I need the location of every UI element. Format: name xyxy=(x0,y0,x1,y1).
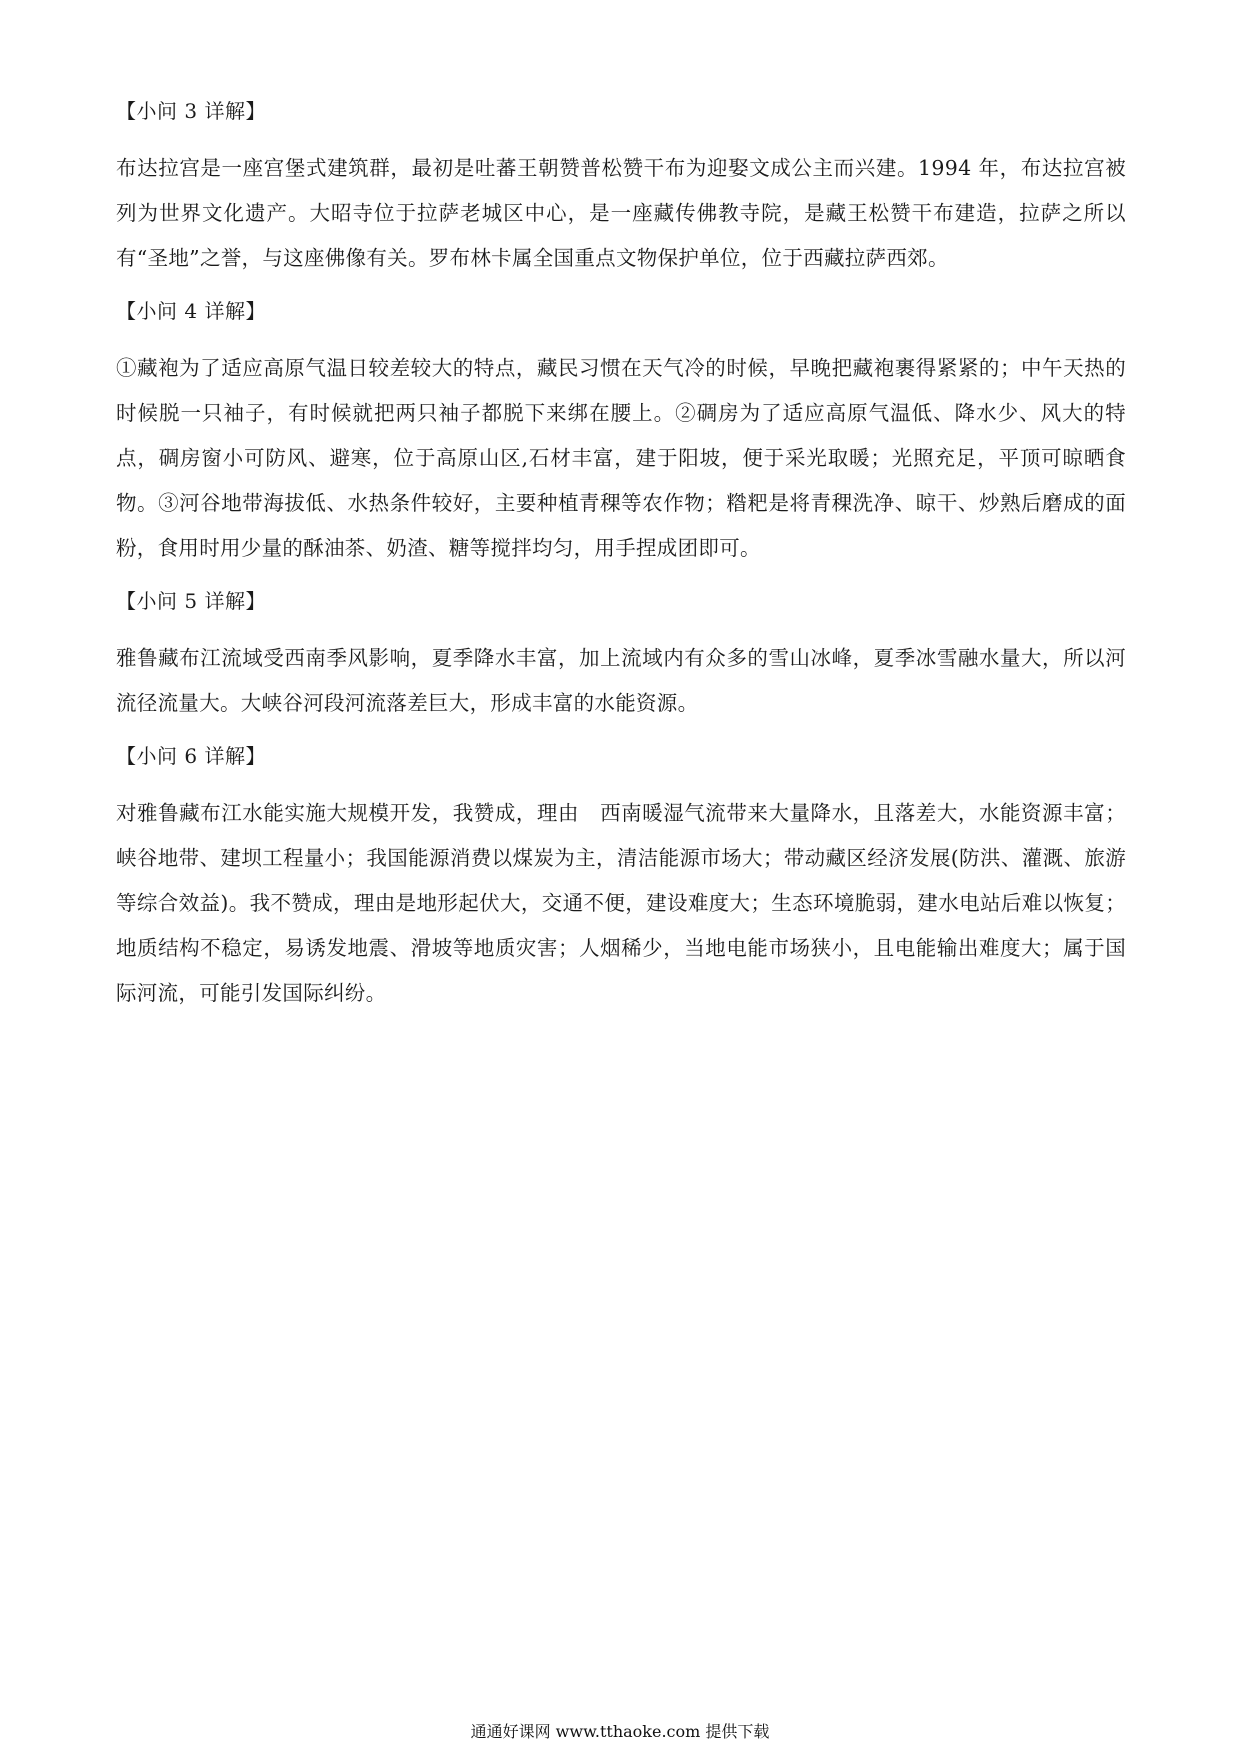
section-q4 xyxy=(116,298,1126,571)
section-heading: 【小问 4 详解】 xyxy=(116,299,266,323)
section-heading: 【小问 3 详解】 xyxy=(116,99,266,123)
answer-content xyxy=(116,98,1126,1033)
section-heading: 【小问 5 详解】 xyxy=(116,589,266,613)
section-paragraph: 对雅鲁藏布江水能实施大规模开发，我赞成，理由 西南暖湿气流带来大量降水，且落差大，水能资源丰富；峡谷地带、建坝工程量小；我国能源消费以煤炭为主，清洁能源市场大；带动藏区经济发展(防洪、灌溉、旅游等综合效益)。我不赞成，理由是地形起伏大，交通不便，建设难度大；生态环境脆弱，建水电站后难以恢复；地质结构不稳定，易诱发地震、滑坡等地质灾害；人烟稀少，当地电能市场狭小，且电能输出难度大；属于国际河流，可能引发国际纠纷。 xyxy=(116,801,1126,1005)
section-paragraph: 雅鲁藏布江流域受西南季风影响，夏季降水丰富，加上流域内有众多的雪山冰峰，夏季冰雪融水量大，所以河流径流量大。大峡谷河段河流落差巨大，形成丰富的水能资源。 xyxy=(116,646,1126,715)
section-q3 xyxy=(116,98,1126,281)
section-paragraph: ①藏袍为了适应高原气温日较差较大的特点，藏民习惯在天气冷的时候，早晚把藏袍裹得紧紧的；中午天热的时候脱一只袖子，有时候就把两只袖子都脱下来绑在腰上。②碉房为了适应高原气温低、降水少、风大的特点，碉房窗小可防风、避寒，位于高原山区,石材丰富，建于阳坡，便于采光取暖；光照充足，平顶可晾晒食物。③河谷地带海拔低、水热条件较好，主要种植青稞等农作物；糌粑是将青稞洗净、晾干、炒熟后磨成的面粉，食用时用少量的酥油茶、奶渣、糖等搅拌均匀，用手捏成团即可。 xyxy=(116,356,1126,560)
section-paragraph: 布达拉宫是一座宫堡式建筑群，最初是吐蕃王朝赞普松赞干布为迎娶文成公主而兴建。1994 年，布达拉宫被列为世界文化遗产。大昭寺位于拉萨老城区中心，是一座藏传佛教寺院，是藏王松赞干布建造，拉萨之所以有“圣地”之誉，与这座佛像有关。罗布林卡属全国重点文物保护单位，位于西藏拉萨西郊。 xyxy=(116,156,1126,270)
page-footer: 通通好课网 www.tthaoke.com 提供下载 xyxy=(470,1722,770,1741)
section-q5 xyxy=(116,588,1126,726)
section-heading: 【小问 6 详解】 xyxy=(116,744,266,768)
section-q6 xyxy=(116,743,1126,1016)
